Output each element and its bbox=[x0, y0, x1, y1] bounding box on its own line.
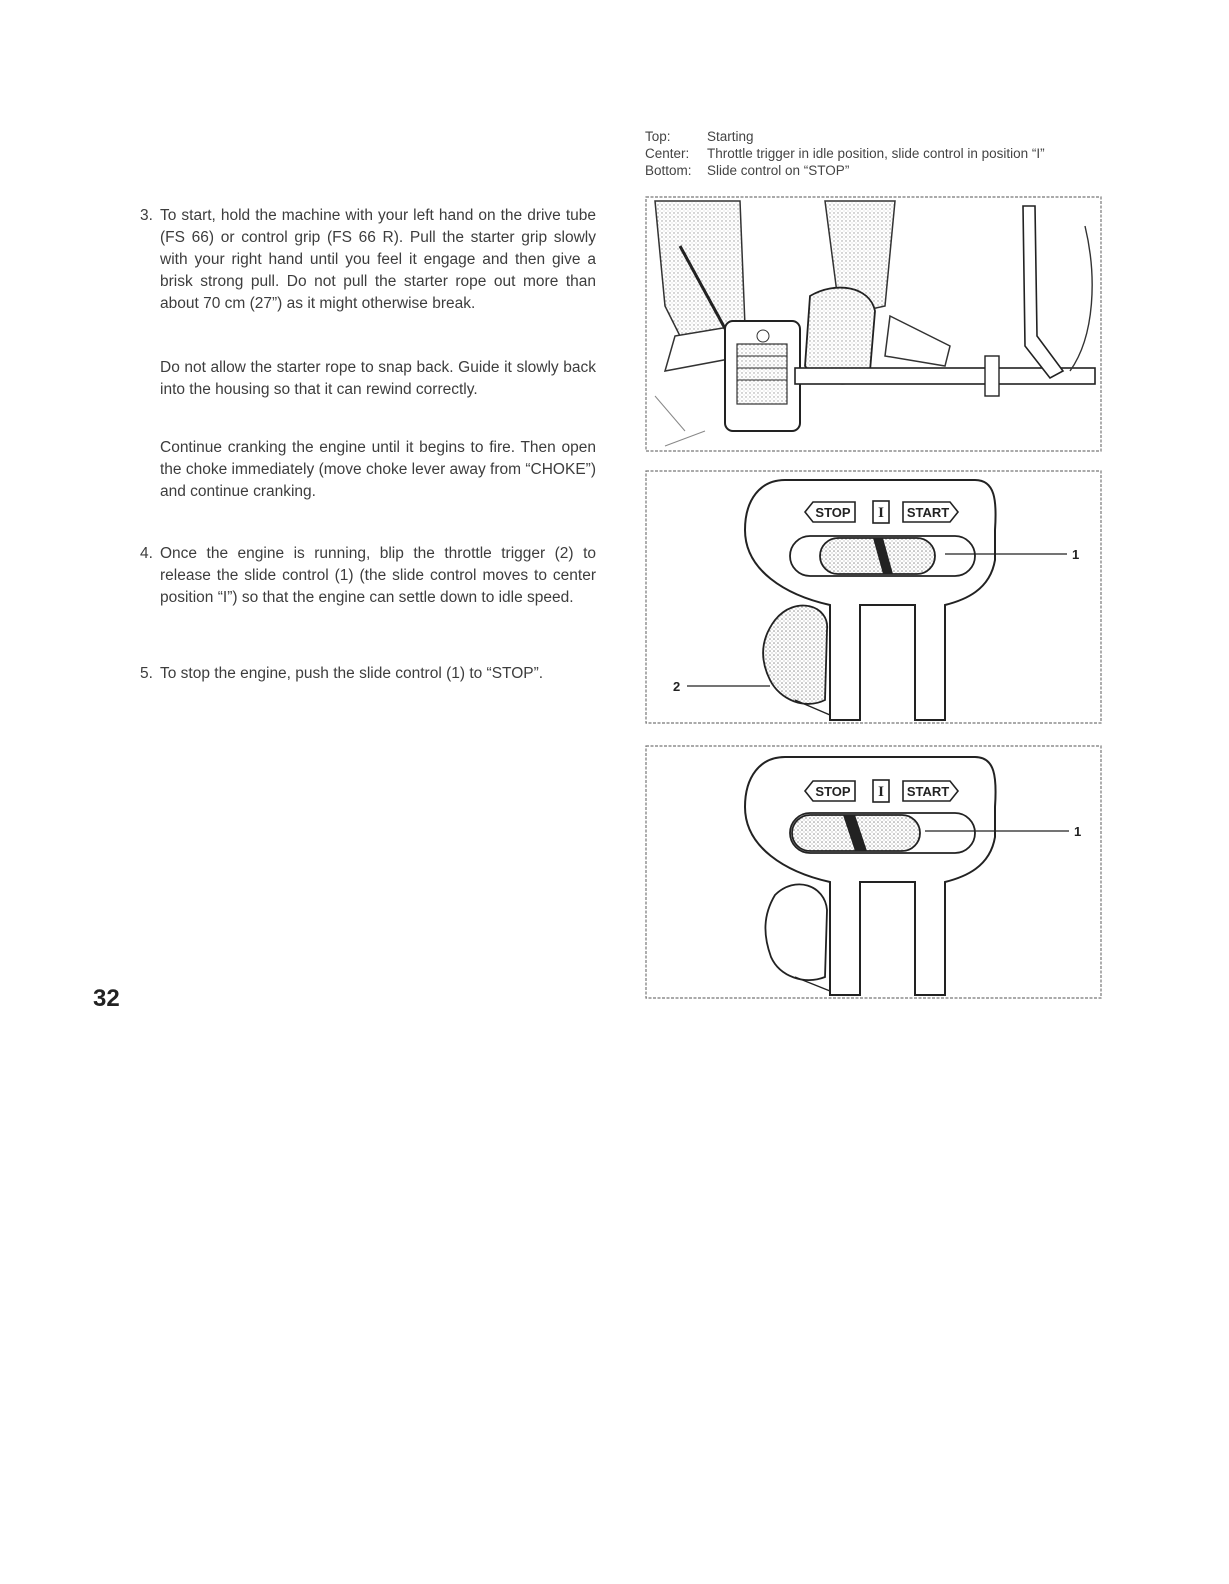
figure-caption bbox=[645, 128, 1145, 179]
caption-label: Top: bbox=[645, 129, 671, 144]
step-number: 3. bbox=[140, 207, 153, 224]
caption-row-bottom bbox=[645, 162, 1145, 179]
step-number: 4. bbox=[140, 545, 153, 562]
caption-row-top bbox=[645, 128, 1145, 145]
start-label: START bbox=[906, 505, 950, 520]
step-text: To stop the engine, push the slide control (1) to “STOP”. bbox=[160, 665, 544, 682]
stop-label: STOP bbox=[815, 784, 851, 799]
slide-control-callout: 1 bbox=[1074, 824, 1082, 839]
caption-label: Bottom: bbox=[645, 163, 692, 178]
step-4 bbox=[140, 543, 596, 609]
caption-label: Center: bbox=[645, 146, 690, 161]
stop-label: STOP bbox=[815, 505, 851, 520]
slide-control-callout: 1 bbox=[1072, 547, 1080, 562]
caption-text: Throttle trigger in idle position, slide control in position “I” bbox=[707, 146, 1045, 161]
idle-position-drawing bbox=[645, 470, 1102, 724]
start-label: START bbox=[906, 784, 950, 799]
caption-row-center bbox=[645, 145, 1145, 162]
instruction-steps bbox=[140, 205, 596, 685]
step-number: 5. bbox=[140, 665, 153, 682]
center-position-label: I bbox=[878, 784, 884, 800]
caption-text: Slide control on “STOP” bbox=[707, 163, 850, 178]
step-text: To start, hold the machine with your left hand on the drive tube (FS 66) or control grip (FS 66 R). Pull the starter grip slowly with your right hand until you feel it engage and then give a brisk strong pull. Do not pull the starter rope out more than about 70 cm (27”) as it might otherwise break. bbox=[160, 207, 596, 312]
center-position-label: I bbox=[878, 505, 884, 521]
throttle-trigger-callout: 2 bbox=[673, 679, 681, 694]
step-3-choke-paragraph: Continue cranking the engine until it begins to fire. Then open the choke immediately (move choke lever away from “CHOKE”) and continue cranking. bbox=[160, 439, 596, 500]
page-number: 32 bbox=[93, 985, 120, 1012]
idle-position-illustration bbox=[645, 470, 1102, 724]
caption-text: Starting bbox=[707, 129, 754, 144]
step-3 bbox=[140, 205, 596, 315]
step-text: Once the engine is running, blip the throttle trigger (2) to release the slide control (1) (the slide control moves to center position “I”) so that the engine can settle down to idle speed. bbox=[160, 545, 596, 606]
starting-drawing bbox=[645, 196, 1102, 452]
stop-position-illustration bbox=[645, 745, 1102, 999]
starting-illustration bbox=[645, 196, 1102, 452]
step-3-rewind-paragraph: Do not allow the starter rope to snap back. Guide it slowly back into the housing so that it can rewind correctly. bbox=[160, 359, 596, 398]
step-5 bbox=[140, 663, 596, 685]
stop-position-drawing bbox=[645, 745, 1102, 999]
